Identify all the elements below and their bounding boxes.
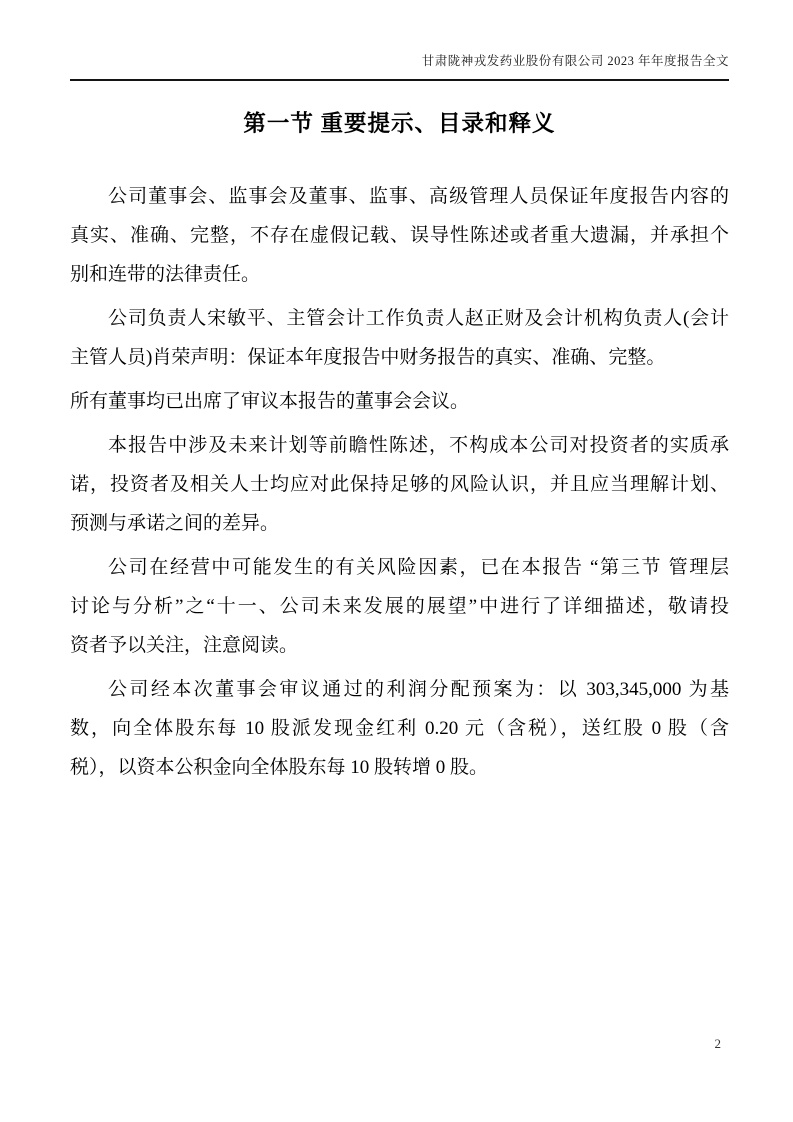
- text-line: 税），以资本公积金向全体股东每 10 股转增 0 股。: [70, 757, 489, 778]
- paragraph: [70, 548, 729, 665]
- text-line: 所有董事均已出席了审议本报告的董事会会议。: [70, 391, 470, 412]
- paragraph: [70, 299, 729, 377]
- text-line: 公司负责人宋敏平、主管会计工作负责人赵正财及会计机构负责人(会计: [108, 308, 729, 329]
- paragraph: [70, 426, 729, 543]
- text-line: 真实、准确、完整，不存在虚假记载、误导性陈述或者重大遗漏，并承担个: [70, 225, 729, 246]
- paragraph: [70, 382, 729, 421]
- paragraph: [70, 177, 729, 294]
- text-line: 讨论与分析”之“十一、公司未来发展的展望”中进行了详细描述，敬请投: [70, 596, 729, 617]
- text-line: 预测与承诺之间的差异。: [70, 513, 280, 534]
- text-line: 公司在经营中可能发生的有关风险因素，已在本报告 “第三节 管理层: [108, 557, 729, 578]
- text-line: 资者予以关注，注意阅读。: [70, 635, 299, 656]
- header-divider: [70, 79, 729, 81]
- text-line: 数，向全体股东每 10 股派发现金红利 0.20 元（含税），送红股 0 股（含: [70, 718, 729, 739]
- text-line: 别和连带的法律责任。: [70, 264, 261, 285]
- page-number: 2: [714, 1036, 721, 1051]
- section-title: 第一节 重要提示、目录和释义: [243, 111, 556, 136]
- page-header: 甘肃陇神戎发药业股份有限公司 2023 年年度报告全文: [421, 54, 729, 68]
- text-line: 诺，投资者及相关人士均应对此保持足够的风险认识，并且应当理解计划、: [70, 474, 729, 495]
- paragraph: [70, 670, 729, 787]
- text-line: 主管人员)肖荣声明：保证本年度报告中财务报告的真实、准确、完整。: [70, 347, 666, 368]
- text-line: 公司董事会、监事会及董事、监事、高级管理人员保证年度报告内容的: [108, 186, 729, 207]
- text-line: 公司经本次董事会审议通过的利润分配预案为：以 303,345,000 为基: [108, 679, 729, 700]
- text-line: 本报告中涉及未来计划等前瞻性陈述，不构成本公司对投资者的实质承: [108, 435, 729, 456]
- body-paragraphs: [70, 177, 729, 787]
